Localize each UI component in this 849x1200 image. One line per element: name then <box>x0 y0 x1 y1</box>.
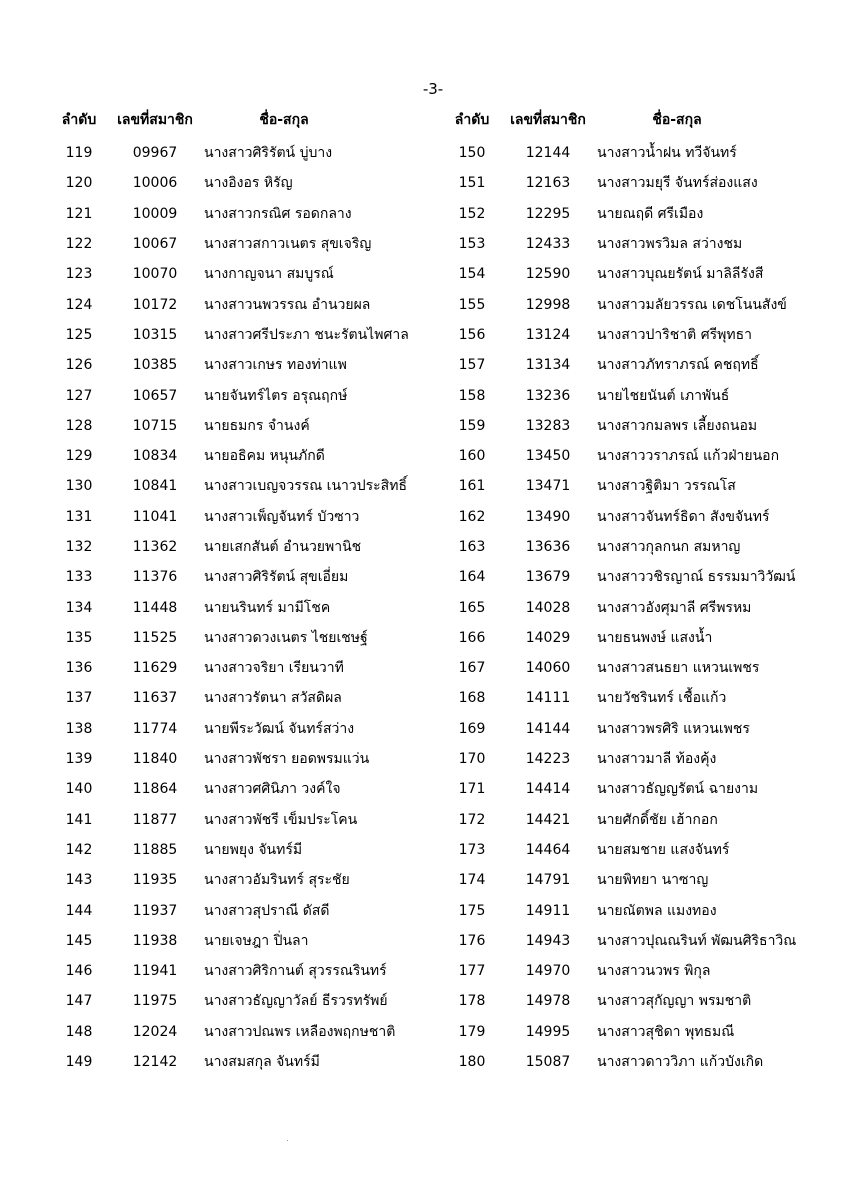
seq-cell: 126 <box>65 357 93 374</box>
header-name: ชื่อ-สกุล <box>652 112 702 128</box>
member-no-cell: 12590 <box>525 266 571 283</box>
name-cell: นายพิทยา นาซาญ <box>597 872 709 889</box>
table-row <box>52 895 454 925</box>
member-no-cell: 12295 <box>525 205 571 222</box>
member-no-cell: 13134 <box>525 357 571 374</box>
member-rows <box>445 138 847 1077</box>
member-no-cell: 11877 <box>132 811 178 828</box>
member-no-cell: 11448 <box>132 599 178 616</box>
member-no-cell: 11637 <box>132 690 178 707</box>
table-row <box>52 502 454 532</box>
member-no-cell: 10006 <box>132 175 178 192</box>
table-row <box>445 320 847 350</box>
table-row <box>52 592 454 622</box>
name-cell: นางสาวภัทราภรณ์ คชฤทธิ์ <box>597 357 759 374</box>
table-row <box>445 623 847 653</box>
member-no-cell: 12998 <box>525 296 571 313</box>
table-row <box>52 471 454 501</box>
member-no-cell: 10834 <box>132 448 178 465</box>
seq-cell: 177 <box>458 963 486 980</box>
name-cell: นางสาวธัญญรัตน์ ฉายงาม <box>597 781 759 798</box>
table-row <box>445 168 847 198</box>
name-cell: นางสาวพัชรี เข็มประโคน <box>204 811 358 828</box>
member-no-cell: 12024 <box>132 1023 178 1040</box>
seq-cell: 176 <box>458 932 486 949</box>
member-no-cell: 14060 <box>525 660 571 677</box>
name-cell: นางสมสกุล จันทร์มี <box>204 1054 320 1071</box>
member-no-cell: 12433 <box>525 236 571 253</box>
table-row <box>52 199 454 229</box>
name-cell: นางสาววชิรญาณ์ ธรรมมาวิวัฒน์ <box>597 569 796 586</box>
member-no-cell: 13124 <box>525 326 571 343</box>
seq-cell: 180 <box>458 1054 486 1071</box>
member-no-cell: 11935 <box>132 872 178 889</box>
name-cell: นายณฤดี ศรีเมือง <box>597 205 704 222</box>
table-row <box>52 350 454 380</box>
seq-cell: 169 <box>458 720 486 737</box>
member-no-cell: 11376 <box>132 569 178 586</box>
table-row <box>445 744 847 774</box>
member-no-cell: 14978 <box>525 993 571 1010</box>
member-no-cell: 11937 <box>132 902 178 919</box>
name-cell: นางสาวศิริกานต์ สุวรรณรินทร์ <box>204 963 387 980</box>
table-row <box>445 441 847 471</box>
seq-cell: 124 <box>65 296 93 313</box>
table-row <box>52 320 454 350</box>
table-row <box>445 502 847 532</box>
seq-cell: 165 <box>458 599 486 616</box>
table-row <box>52 259 454 289</box>
member-no-cell: 10841 <box>132 478 178 495</box>
seq-cell: 147 <box>65 993 93 1010</box>
table-row <box>52 532 454 562</box>
member-no-cell: 11525 <box>132 629 178 646</box>
seq-cell: 132 <box>65 539 93 555</box>
table-row <box>445 289 847 319</box>
seq-cell: 158 <box>458 387 486 404</box>
name-cell: นายณัตพล แมงทอง <box>597 902 717 919</box>
member-no-cell: 09967 <box>132 145 178 162</box>
name-cell: นายพยุง จันทร์มี <box>204 841 303 858</box>
name-cell: นางสาวบุณยรัตน์ มาลิลีรังสี <box>597 266 764 283</box>
seq-cell: 172 <box>458 811 486 828</box>
table-row <box>52 138 454 168</box>
seq-cell: 178 <box>458 993 486 1010</box>
name-cell: นายวัชรินทร์ เชื้อแก้ว <box>597 690 727 707</box>
seq-cell: 143 <box>65 872 93 889</box>
member-no-cell: 11938 <box>132 932 178 949</box>
member-no-cell: 11864 <box>132 781 178 798</box>
seq-cell: 173 <box>458 841 486 858</box>
header-name: ชื่อ-สกุล <box>259 112 309 128</box>
member-no-cell: 11362 <box>132 539 178 555</box>
table-row <box>445 380 847 410</box>
name-cell: นางสาวเกษร ทองท่าแพ <box>204 357 347 374</box>
name-cell: นางอิงอร หิรัญ <box>204 175 293 192</box>
table-row <box>52 168 454 198</box>
table-row <box>445 532 847 562</box>
seq-cell: 162 <box>458 508 486 525</box>
member-no-cell: 11885 <box>132 841 178 858</box>
table-row <box>52 653 454 683</box>
name-cell: นายธมกร จำนงค์ <box>204 417 310 434</box>
table-row <box>445 199 847 229</box>
name-cell: นายธนพงษ์ แสงน้ำ <box>597 629 713 646</box>
table-row <box>52 986 454 1016</box>
name-cell: นางสาววราภรณ์ แก้วฝ่ายนอก <box>597 448 780 465</box>
table-row <box>52 926 454 956</box>
table-row <box>445 138 847 168</box>
name-cell: นางสาวสนธยา แหวนเพชร <box>597 660 760 677</box>
member-no-cell: 10315 <box>132 326 178 343</box>
seq-cell: 150 <box>458 145 486 162</box>
name-cell: นายศักดิ์ชัย เฮ้ากอก <box>597 811 718 828</box>
name-cell: นายอธิคม หนุนภักดี <box>204 448 325 465</box>
table-header <box>445 108 847 132</box>
seq-cell: 134 <box>65 599 93 616</box>
table-row <box>52 683 454 713</box>
seq-cell: 160 <box>458 448 486 465</box>
name-cell: นายสมชาย แสงจันทร์ <box>597 841 730 858</box>
table-row <box>52 805 454 835</box>
table-header <box>52 108 454 132</box>
table-row <box>445 986 847 1016</box>
header-seq: ลำดับ <box>454 112 490 128</box>
table-row <box>445 683 847 713</box>
seq-cell: 167 <box>458 660 486 677</box>
table-row <box>445 411 847 441</box>
member-no-cell: 13236 <box>525 387 571 404</box>
table-row <box>52 411 454 441</box>
member-no-cell: 10067 <box>132 236 178 253</box>
name-cell: นายเจษฎา ปิ่นลา <box>204 932 309 949</box>
member-no-cell: 10385 <box>132 357 178 374</box>
table-row <box>52 714 454 744</box>
name-cell: นางสาวพรวิมล สว่างชม <box>597 236 743 253</box>
seq-cell: 168 <box>458 690 486 707</box>
member-no-cell: 14911 <box>525 902 571 919</box>
member-no-cell: 14111 <box>525 690 571 707</box>
name-cell: นางสาวปาริชาติ ศรีพุทธา <box>597 326 752 343</box>
name-cell: นายพีระวัฒน์ จันทร์สว่าง <box>204 720 355 737</box>
member-no-cell: 14791 <box>525 872 571 889</box>
seq-cell: 145 <box>65 932 93 949</box>
header-member-no: เลขที่สมาชิก <box>510 112 586 128</box>
member-no-cell: 10172 <box>132 296 178 313</box>
name-cell: นางสาวดวงเนตร ไชยเชษฐ์ <box>204 629 368 646</box>
seq-cell: 139 <box>65 751 93 768</box>
scan-dot <box>287 1140 288 1141</box>
member-no-cell: 13679 <box>525 569 571 586</box>
member-no-cell: 10009 <box>132 205 178 222</box>
member-list-right <box>445 108 847 1077</box>
member-no-cell: 13490 <box>525 508 571 525</box>
seq-cell: 171 <box>458 781 486 798</box>
member-no-cell: 13283 <box>525 417 571 434</box>
member-no-cell: 11975 <box>132 993 178 1010</box>
name-cell: นางสาวกุลกนก สมหาญ <box>597 539 741 555</box>
seq-cell: 146 <box>65 963 93 980</box>
name-cell: นางสาวนพวรรณ อำนวยผล <box>204 296 371 313</box>
table-row <box>52 623 454 653</box>
seq-cell: 120 <box>65 175 93 192</box>
table-row <box>52 835 454 865</box>
member-no-cell: 12163 <box>525 175 571 192</box>
name-cell: นายไชยนันต์ เภาพันธ์ <box>597 387 730 404</box>
member-no-cell: 12142 <box>132 1054 178 1071</box>
member-no-cell: 14029 <box>525 629 571 646</box>
member-no-cell: 14943 <box>525 932 571 949</box>
seq-cell: 156 <box>458 326 486 343</box>
name-cell: นางสาวนวพร พิกุล <box>597 963 711 980</box>
member-no-cell: 14144 <box>525 720 571 737</box>
name-cell: นางสาวกมลพร เลี้ยงถนอม <box>597 417 758 434</box>
table-row <box>445 805 847 835</box>
table-row <box>52 1047 454 1077</box>
name-cell: นางสาวสุชิดา พุทธมณี <box>597 1023 735 1040</box>
member-no-cell: 10070 <box>132 266 178 283</box>
name-cell: นางสาวสุกัญญา พรมชาติ <box>597 993 752 1010</box>
seq-cell: 148 <box>65 1023 93 1040</box>
seq-cell: 133 <box>65 569 93 586</box>
seq-cell: 128 <box>65 417 93 434</box>
name-cell: นางสาวมลัยวรรณ เดชโนนสังข์ <box>597 296 787 313</box>
seq-cell: 161 <box>458 478 486 495</box>
member-no-cell: 14414 <box>525 781 571 798</box>
name-cell: นางสาวศรีประภา ชนะรัตนไพศาล <box>204 326 409 343</box>
name-cell: นางสาวธัญญาวัลย์ ธีรวรทรัพย์ <box>204 993 388 1010</box>
seq-cell: 136 <box>65 660 93 677</box>
table-row <box>52 441 454 471</box>
seq-cell: 125 <box>65 326 93 343</box>
member-no-cell: 14464 <box>525 841 571 858</box>
seq-cell: 130 <box>65 478 93 495</box>
member-rows <box>52 138 454 1077</box>
seq-cell: 121 <box>65 205 93 222</box>
seq-cell: 127 <box>65 387 93 404</box>
name-cell: นางสาวสกาวเนตร สุขเจริญ <box>204 236 372 253</box>
name-cell: นางสาวเพ็ญจันทร์ บัวซาว <box>204 508 360 525</box>
name-cell: นางสาวจันทร์ธิดา สังขจันทร์ <box>597 508 770 525</box>
name-cell: นางสาวรัตนา สวัสดิผล <box>204 690 342 707</box>
seq-cell: 152 <box>458 205 486 222</box>
member-no-cell: 13636 <box>525 539 571 555</box>
member-no-cell: 13450 <box>525 448 571 465</box>
name-cell: นางกาญจนา สมบูรณ์ <box>204 266 334 283</box>
member-no-cell: 14970 <box>525 963 571 980</box>
seq-cell: 166 <box>458 629 486 646</box>
seq-cell: 153 <box>458 236 486 253</box>
seq-cell: 140 <box>65 781 93 798</box>
table-row <box>445 956 847 986</box>
table-row <box>445 229 847 259</box>
name-cell: นางสาวเบญจวรรณ เนาวประสิทธิ์ <box>204 478 407 495</box>
name-cell: นางสาวศิริรัตน์ สุขเอี่ยม <box>204 569 349 586</box>
seq-cell: 179 <box>458 1023 486 1040</box>
table-row <box>445 895 847 925</box>
member-no-cell: 11941 <box>132 963 178 980</box>
table-row <box>445 592 847 622</box>
member-no-cell: 14223 <box>525 751 571 768</box>
table-row <box>445 774 847 804</box>
name-cell: นางสาวอัมรินทร์ สุระชัย <box>204 872 350 889</box>
seq-cell: 131 <box>65 508 93 525</box>
member-no-cell: 15087 <box>525 1054 571 1071</box>
name-cell: นางสาวสุปราณี ดัสดี <box>204 902 330 919</box>
table-row <box>445 865 847 895</box>
seq-cell: 149 <box>65 1054 93 1071</box>
seq-cell: 142 <box>65 841 93 858</box>
member-list-left <box>52 108 454 1077</box>
member-no-cell: 14421 <box>525 811 571 828</box>
name-cell: นางสาวอังศุมาลี ศรีพรหม <box>597 599 752 616</box>
name-cell: นางสาวพรศิริ แหวนเพชร <box>597 720 750 737</box>
name-cell: นางสาวศิริรัตน์ บู่บาง <box>204 145 333 162</box>
table-row <box>52 562 454 592</box>
table-row <box>52 956 454 986</box>
seq-cell: 154 <box>458 266 486 283</box>
seq-cell: 119 <box>65 145 93 162</box>
name-cell: นางสาวมยุรี จันทร์ส่องแสง <box>597 175 758 192</box>
member-no-cell: 11840 <box>132 751 178 768</box>
member-no-cell: 11774 <box>132 720 178 737</box>
name-cell: นางสาวพัชรา ยอดพรมแว่น <box>204 751 370 768</box>
page-number: -3- <box>422 80 444 98</box>
name-cell: นางสาวกรณิศ รอดกลาง <box>204 205 352 222</box>
seq-cell: 155 <box>458 296 486 313</box>
table-row <box>52 865 454 895</box>
table-row <box>445 562 847 592</box>
table-row <box>445 259 847 289</box>
seq-cell: 135 <box>65 629 93 646</box>
table-row <box>445 471 847 501</box>
member-no-cell: 14995 <box>525 1023 571 1040</box>
name-cell: นางสาวฐิติมา วรรณโส <box>597 478 736 495</box>
table-row <box>445 714 847 744</box>
name-cell: นายเสกสันต์ อำนวยพานิช <box>204 539 362 555</box>
seq-cell: 137 <box>65 690 93 707</box>
member-no-cell: 11041 <box>132 508 178 525</box>
seq-cell: 151 <box>458 175 486 192</box>
seq-cell: 123 <box>65 266 93 283</box>
seq-cell: 174 <box>458 872 486 889</box>
name-cell: นางสาวจริยา เรียนวาที <box>204 660 344 677</box>
seq-cell: 122 <box>65 236 93 253</box>
seq-cell: 164 <box>458 569 486 586</box>
name-cell: นางสาวศศินิภา วงค์ใจ <box>204 781 341 798</box>
table-row <box>445 350 847 380</box>
seq-cell: 144 <box>65 902 93 919</box>
member-no-cell: 12144 <box>525 145 571 162</box>
member-no-cell: 13471 <box>525 478 571 495</box>
name-cell: นางสาวปณพร เหลืองพฤกษชาติ <box>204 1023 396 1040</box>
seq-cell: 157 <box>458 357 486 374</box>
seq-cell: 159 <box>458 417 486 434</box>
name-cell: นายจันทร์ไตร อรุณฤกษ์ <box>204 387 348 404</box>
member-no-cell: 14028 <box>525 599 571 616</box>
member-no-cell: 11629 <box>132 660 178 677</box>
table-row <box>445 835 847 865</box>
name-cell: นางสาวน้ำฝน ทวีจันทร์ <box>597 145 737 162</box>
table-row <box>445 1017 847 1047</box>
table-row <box>445 653 847 683</box>
table-row <box>52 289 454 319</box>
seq-cell: 138 <box>65 720 93 737</box>
member-no-cell: 10715 <box>132 417 178 434</box>
header-member-no: เลขที่สมาชิก <box>117 112 193 128</box>
table-row <box>52 744 454 774</box>
seq-cell: 129 <box>65 448 93 465</box>
table-row <box>52 229 454 259</box>
table-row <box>445 926 847 956</box>
header-seq: ลำดับ <box>61 112 97 128</box>
member-no-cell: 10657 <box>132 387 178 404</box>
table-row <box>52 380 454 410</box>
name-cell: นางสาวมาลี ท้องคุ้ง <box>597 751 717 768</box>
name-cell: นางสาวปุณณรินท์ พัฒนศิริธาวิณ <box>597 932 797 949</box>
name-cell: นายนรินทร์ มามีโชค <box>204 599 331 616</box>
seq-cell: 141 <box>65 811 93 828</box>
table-row <box>445 1047 847 1077</box>
table-row <box>52 774 454 804</box>
seq-cell: 163 <box>458 539 486 555</box>
table-row <box>52 1017 454 1047</box>
seq-cell: 170 <box>458 751 486 768</box>
seq-cell: 175 <box>458 902 486 919</box>
name-cell: นางสาวดาววิภา แก้วบังเกิด <box>597 1054 764 1071</box>
